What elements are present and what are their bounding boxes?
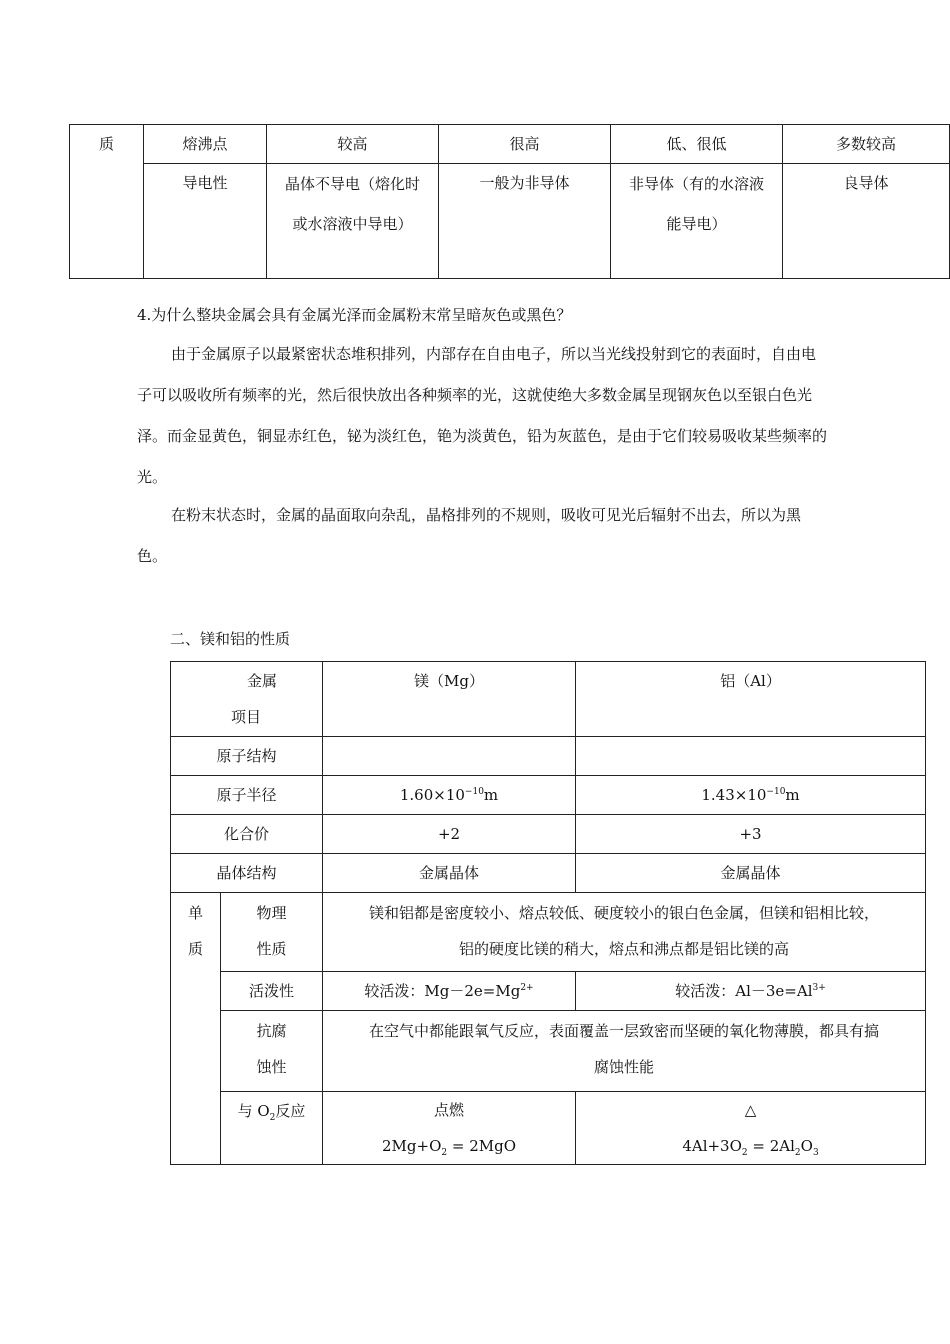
mg-al-properties-table bbox=[170, 661, 926, 1165]
section-heading: 二、镁和铝的性质 bbox=[170, 630, 291, 648]
mg-header: 镁（Mg） bbox=[323, 662, 576, 737]
row-label: 化合价 bbox=[171, 815, 323, 854]
row-label: 原子结构 bbox=[171, 737, 323, 776]
table-cell bbox=[576, 972, 926, 1011]
cell-line: 镁和铝都是密度较小、熔点较低、硬度较小的银白色金属，但镁和铝相比较， bbox=[369, 904, 880, 922]
row-label: 原子半径 bbox=[171, 776, 323, 815]
equation bbox=[576, 1128, 925, 1164]
element-group-label bbox=[171, 893, 221, 1165]
label-line: 质 bbox=[187, 940, 203, 958]
exponent: −10 bbox=[766, 787, 786, 797]
eq-part: 2Mg+O bbox=[382, 1137, 442, 1155]
equation bbox=[323, 1128, 575, 1164]
subscript: 3 bbox=[812, 1148, 819, 1158]
label-part: 反应 bbox=[275, 1102, 306, 1120]
crystal-comparison-table-continued bbox=[69, 124, 950, 279]
table-row bbox=[171, 854, 926, 893]
table-cell bbox=[323, 1011, 926, 1092]
header-metal-label: 金属 bbox=[247, 672, 278, 690]
answer-paragraph: 由于金属原子以最紧密状态堆积排列，内部存在自由电子，所以当光线投射到它的表面时，自由电子可以吸收所有频率的光，然后很快放出各种频率的光，这就使绝大多数金属呈现钢灰色以至银白色光泽。而金显黄色，铜显赤红色，铋为淡红色，铯为淡黄色，铅为灰蓝色，是由于它们较易吸收某些频率的光。 bbox=[137, 345, 828, 486]
cell-line: 晶体不导电（熔化时 bbox=[284, 175, 420, 193]
cell-line: 铝的硬度比镁的稍大，熔点和沸点都是铝比镁的高 bbox=[459, 940, 790, 958]
label-line: 蚀性 bbox=[256, 1058, 287, 1076]
table-cell bbox=[576, 737, 926, 776]
table-cell bbox=[323, 776, 576, 815]
table-cell: 很高 bbox=[439, 125, 611, 164]
al-header: 铝（Al） bbox=[576, 662, 926, 737]
label-part: 与 O bbox=[237, 1102, 270, 1120]
table-cell: 良导体 bbox=[783, 164, 950, 279]
table-row bbox=[70, 164, 950, 279]
table-cell bbox=[576, 1092, 926, 1165]
table-row bbox=[171, 1011, 926, 1092]
exponent: −10 bbox=[464, 787, 484, 797]
table-cell: 一般为非导体 bbox=[439, 164, 611, 279]
superscript: 3+ bbox=[812, 983, 826, 993]
eq-part: = 2MgO bbox=[447, 1137, 517, 1155]
header-diagonal-cell bbox=[171, 662, 323, 737]
subscript: 2 bbox=[794, 1148, 801, 1158]
superscript: 2+ bbox=[520, 983, 534, 993]
cell-line: 非导体（有的水溶液 bbox=[628, 175, 764, 193]
table-row bbox=[171, 893, 926, 972]
unit: m bbox=[785, 786, 800, 804]
al-radius: 1.43×10 bbox=[701, 786, 767, 804]
table-cell: 金属晶体 bbox=[576, 854, 926, 893]
table-row bbox=[171, 662, 926, 737]
table-cell bbox=[611, 164, 783, 279]
row-label: 活泼性 bbox=[221, 972, 323, 1011]
reaction-condition: △ bbox=[744, 1101, 757, 1119]
eq-part: = 2Al bbox=[747, 1137, 795, 1155]
table-cell bbox=[323, 1092, 576, 1165]
label-line: 抗腐 bbox=[256, 1022, 287, 1040]
table-cell: +2 bbox=[323, 815, 576, 854]
label-line: 单 bbox=[187, 904, 203, 922]
table-cell bbox=[323, 893, 926, 972]
table-cell: 多数较高 bbox=[783, 125, 950, 164]
cell-line: 腐蚀性能 bbox=[594, 1058, 655, 1076]
table-cell bbox=[323, 972, 576, 1011]
eq-part: O bbox=[800, 1137, 813, 1155]
row-label bbox=[221, 1092, 323, 1165]
subscript: 2 bbox=[741, 1148, 748, 1158]
cell-line: 或水溶液中导电） bbox=[292, 215, 413, 233]
label-line: 性质 bbox=[256, 940, 287, 958]
subscript: 2 bbox=[441, 1148, 448, 1158]
table-row bbox=[171, 1092, 926, 1165]
row-group-label: 质 bbox=[70, 125, 144, 279]
reaction-condition: 点燃 bbox=[434, 1101, 465, 1119]
unit: m bbox=[483, 786, 499, 804]
subscript: 2 bbox=[269, 1113, 276, 1123]
table-row bbox=[171, 776, 926, 815]
table-cell bbox=[267, 164, 439, 279]
table-cell: 金属晶体 bbox=[323, 854, 576, 893]
table-cell: +3 bbox=[576, 815, 926, 854]
question-heading: 4.为什么整块金属会具有金属光泽而金属粉末常呈暗灰色或黑色？ bbox=[137, 306, 572, 324]
row-label bbox=[221, 1011, 323, 1092]
cell-line: 在空气中都能跟氧气反应，表面覆盖一层致密而坚硬的氧化物薄膜，都具有搞 bbox=[369, 1022, 880, 1040]
answer-paragraph: 在粉末状态时，金属的晶面取向杂乱，晶格排列的不规则，吸收可见光后辐射不出去，所以为黑色。 bbox=[137, 506, 802, 565]
table-cell: 低、很低 bbox=[611, 125, 783, 164]
row-label: 晶体结构 bbox=[171, 854, 323, 893]
al-activity: 较活泼：Al－3e=Al bbox=[675, 982, 813, 1000]
mg-radius: 1.60×10 bbox=[399, 786, 465, 804]
row-label bbox=[221, 893, 323, 972]
mg-activity: 较活泼：Mg－2e=Mg bbox=[364, 982, 521, 1000]
label-line: 物理 bbox=[256, 904, 287, 922]
property-label: 导电性 bbox=[144, 164, 267, 279]
cell-line: 能导电） bbox=[666, 215, 727, 233]
table-cell bbox=[323, 737, 576, 776]
table-row bbox=[171, 972, 926, 1011]
table-cell bbox=[576, 776, 926, 815]
property-label: 熔沸点 bbox=[144, 125, 267, 164]
table-row bbox=[70, 125, 950, 164]
table-row bbox=[171, 815, 926, 854]
header-item-label: 项目 bbox=[231, 708, 262, 726]
table-row bbox=[171, 737, 926, 776]
table-cell: 较高 bbox=[267, 125, 439, 164]
eq-part: 4Al+3O bbox=[682, 1137, 742, 1155]
